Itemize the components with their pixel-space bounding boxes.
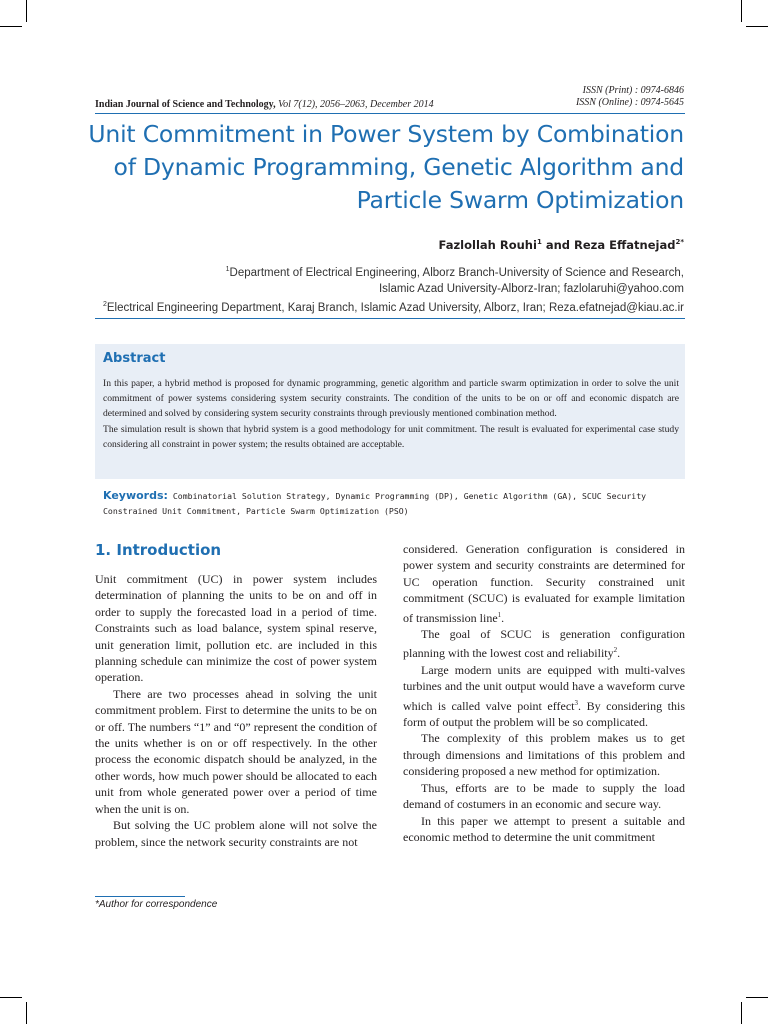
- aff-sup: 2: [102, 300, 107, 308]
- body-paragraph: But solving the UC problem alone will not solve the problem, since the network security constraints are not: [95, 818, 377, 849]
- footnote: *Author for correspondence: [95, 899, 218, 910]
- journal-name: Indian Journal of Science and Technology,: [95, 99, 276, 110]
- body-text: .: [501, 610, 505, 625]
- body-text: . By considering this form of output the problem will be so complicated.: [403, 698, 686, 730]
- journal-volume: Vol 7(12), 2056–2063, December 2014: [278, 99, 434, 110]
- author-and: and: [541, 238, 574, 252]
- affiliation-line: Electrical Engineering Department, Karaj Branch, Islamic Azad University, Alborz, Iran; Reza.efatnejad@kiau.ac.ir: [106, 301, 684, 314]
- body-paragraph: Thus, efforts are to be made to supply the load demand of costumers in an economic and secure way.: [403, 780, 685, 812]
- affiliations: [84, 262, 684, 316]
- issn-block: [576, 85, 684, 109]
- body-paragraph: [403, 626, 685, 662]
- crop-mark: [741, 1002, 742, 1024]
- crop-mark: [26, 1002, 27, 1024]
- body-paragraph: There are two processes ahead in solving the unit commitment problem. First to determine the units to be on or off. The numbers “1” and “0” represent the condition of the units whether is on or off respectively. In the other process the economic dispatch should be analyzed, in the other words, how much power should be allocated to each unit from whole generated power over a period of time when the unit is on.: [95, 686, 377, 816]
- journal-citation: [95, 99, 434, 110]
- crop-mark: [746, 997, 768, 998]
- body-paragraph: Unit commitment (UC) in power system includes determination of planning the units to be on and off in order to supply the forecasted load in a period of time. Constraints such as load balance, system spinal reserve, unit generation limit, pollution etc. are included in this planning schedule can minimize the cost of power system operation.: [95, 572, 377, 685]
- title-line: Unit Commitment in Power System by Combination: [88, 120, 684, 148]
- left-column: [95, 571, 377, 850]
- author-name: Fazlollah Rouhi: [438, 238, 537, 252]
- crop-mark: [0, 26, 22, 27]
- paper-title: [64, 118, 684, 217]
- body-text: The goal of SCUC is generation configuration planning with the lowest cost and reliability: [403, 627, 685, 661]
- citation-sup: 2: [613, 646, 618, 655]
- body-text: considered. Generation configuration is considered in power system and security constraints are determined for UC operation function. Security constrained unit commitment (SCUC) is evaluated for example limitation of transmission line: [403, 542, 685, 625]
- issn-online: ISSN (Online) : 0974-5645: [575, 97, 684, 108]
- crop-mark: [746, 26, 768, 27]
- title-line: of Dynamic Programming, Genetic Algorithm and: [113, 153, 684, 181]
- footnote-rule: [95, 896, 185, 897]
- abstract-paragraph: The simulation result is shown that hybrid system is a good methodology for unit commitment. The result is evaluated for experimental case study considering all constraint in power system; the results obtained are acceptable.: [103, 423, 679, 450]
- affiliation-line: Islamic Azad University-Alborz-Iran; fazlolaruhi@yahoo.com: [378, 282, 684, 295]
- crop-mark: [741, 0, 742, 22]
- body-paragraph: [403, 541, 685, 626]
- header-rule: [95, 113, 685, 114]
- right-column: [403, 541, 685, 845]
- body-paragraph: In this paper we attempt to present a suitable and economic method to determine the unit commitment: [403, 813, 685, 844]
- title-line: Particle Swarm Optimization: [356, 186, 684, 214]
- body-text: Large modern units are equipped with multi-valves turbines and the unit output would have a waveform curve which is called valve point effect: [403, 662, 685, 713]
- keywords-text: Combinatorial Solution Strategy, Dynamic Programming (DP), Genetic Algorithm (GA), SCUC Security Constrained Unit Commitment, Particle Swarm Optimization (PSO): [103, 491, 647, 516]
- keywords: [103, 488, 683, 519]
- abstract-paragraph: In this paper, a hybrid method is proposed for dynamic programming, genetic algorithm and particle swarm optimization in order to solve the unit commitment of power systems considering system security constraints. The condition of the units to be on or off and economic dispatch are determined and solved by considering system security constraints through previously mentioned combination method.: [103, 378, 679, 420]
- aff-sup: 1: [225, 266, 230, 273]
- crop-mark: [0, 997, 22, 998]
- crop-mark: [26, 0, 27, 22]
- abstract-heading: Abstract: [103, 351, 166, 366]
- body-paragraph: The complexity of this problem makes us to get through dimensions and limitations of this problem and considering proposed a new method for optimization.: [403, 731, 685, 779]
- body-paragraph: [403, 662, 685, 731]
- body-text: .: [617, 646, 621, 661]
- citation-sup: 1: [497, 610, 502, 619]
- authors: [439, 238, 684, 252]
- affiliation-rule: [95, 318, 685, 319]
- citation-sup: 3: [574, 698, 579, 707]
- author-name: Reza Effatnejad: [574, 238, 676, 252]
- affiliation-line: Department of Electrical Engineering, Alborz Branch-University of Science and Research,: [229, 266, 684, 279]
- author-sup: 1: [536, 238, 542, 247]
- abstract-text: [103, 376, 679, 452]
- issn-print: ISSN (Print) : 0974-6846: [582, 85, 684, 96]
- section-heading: 1. Introduction: [95, 541, 222, 559]
- keywords-label: Keywords:: [103, 489, 168, 502]
- author-sup: 2*: [675, 238, 684, 247]
